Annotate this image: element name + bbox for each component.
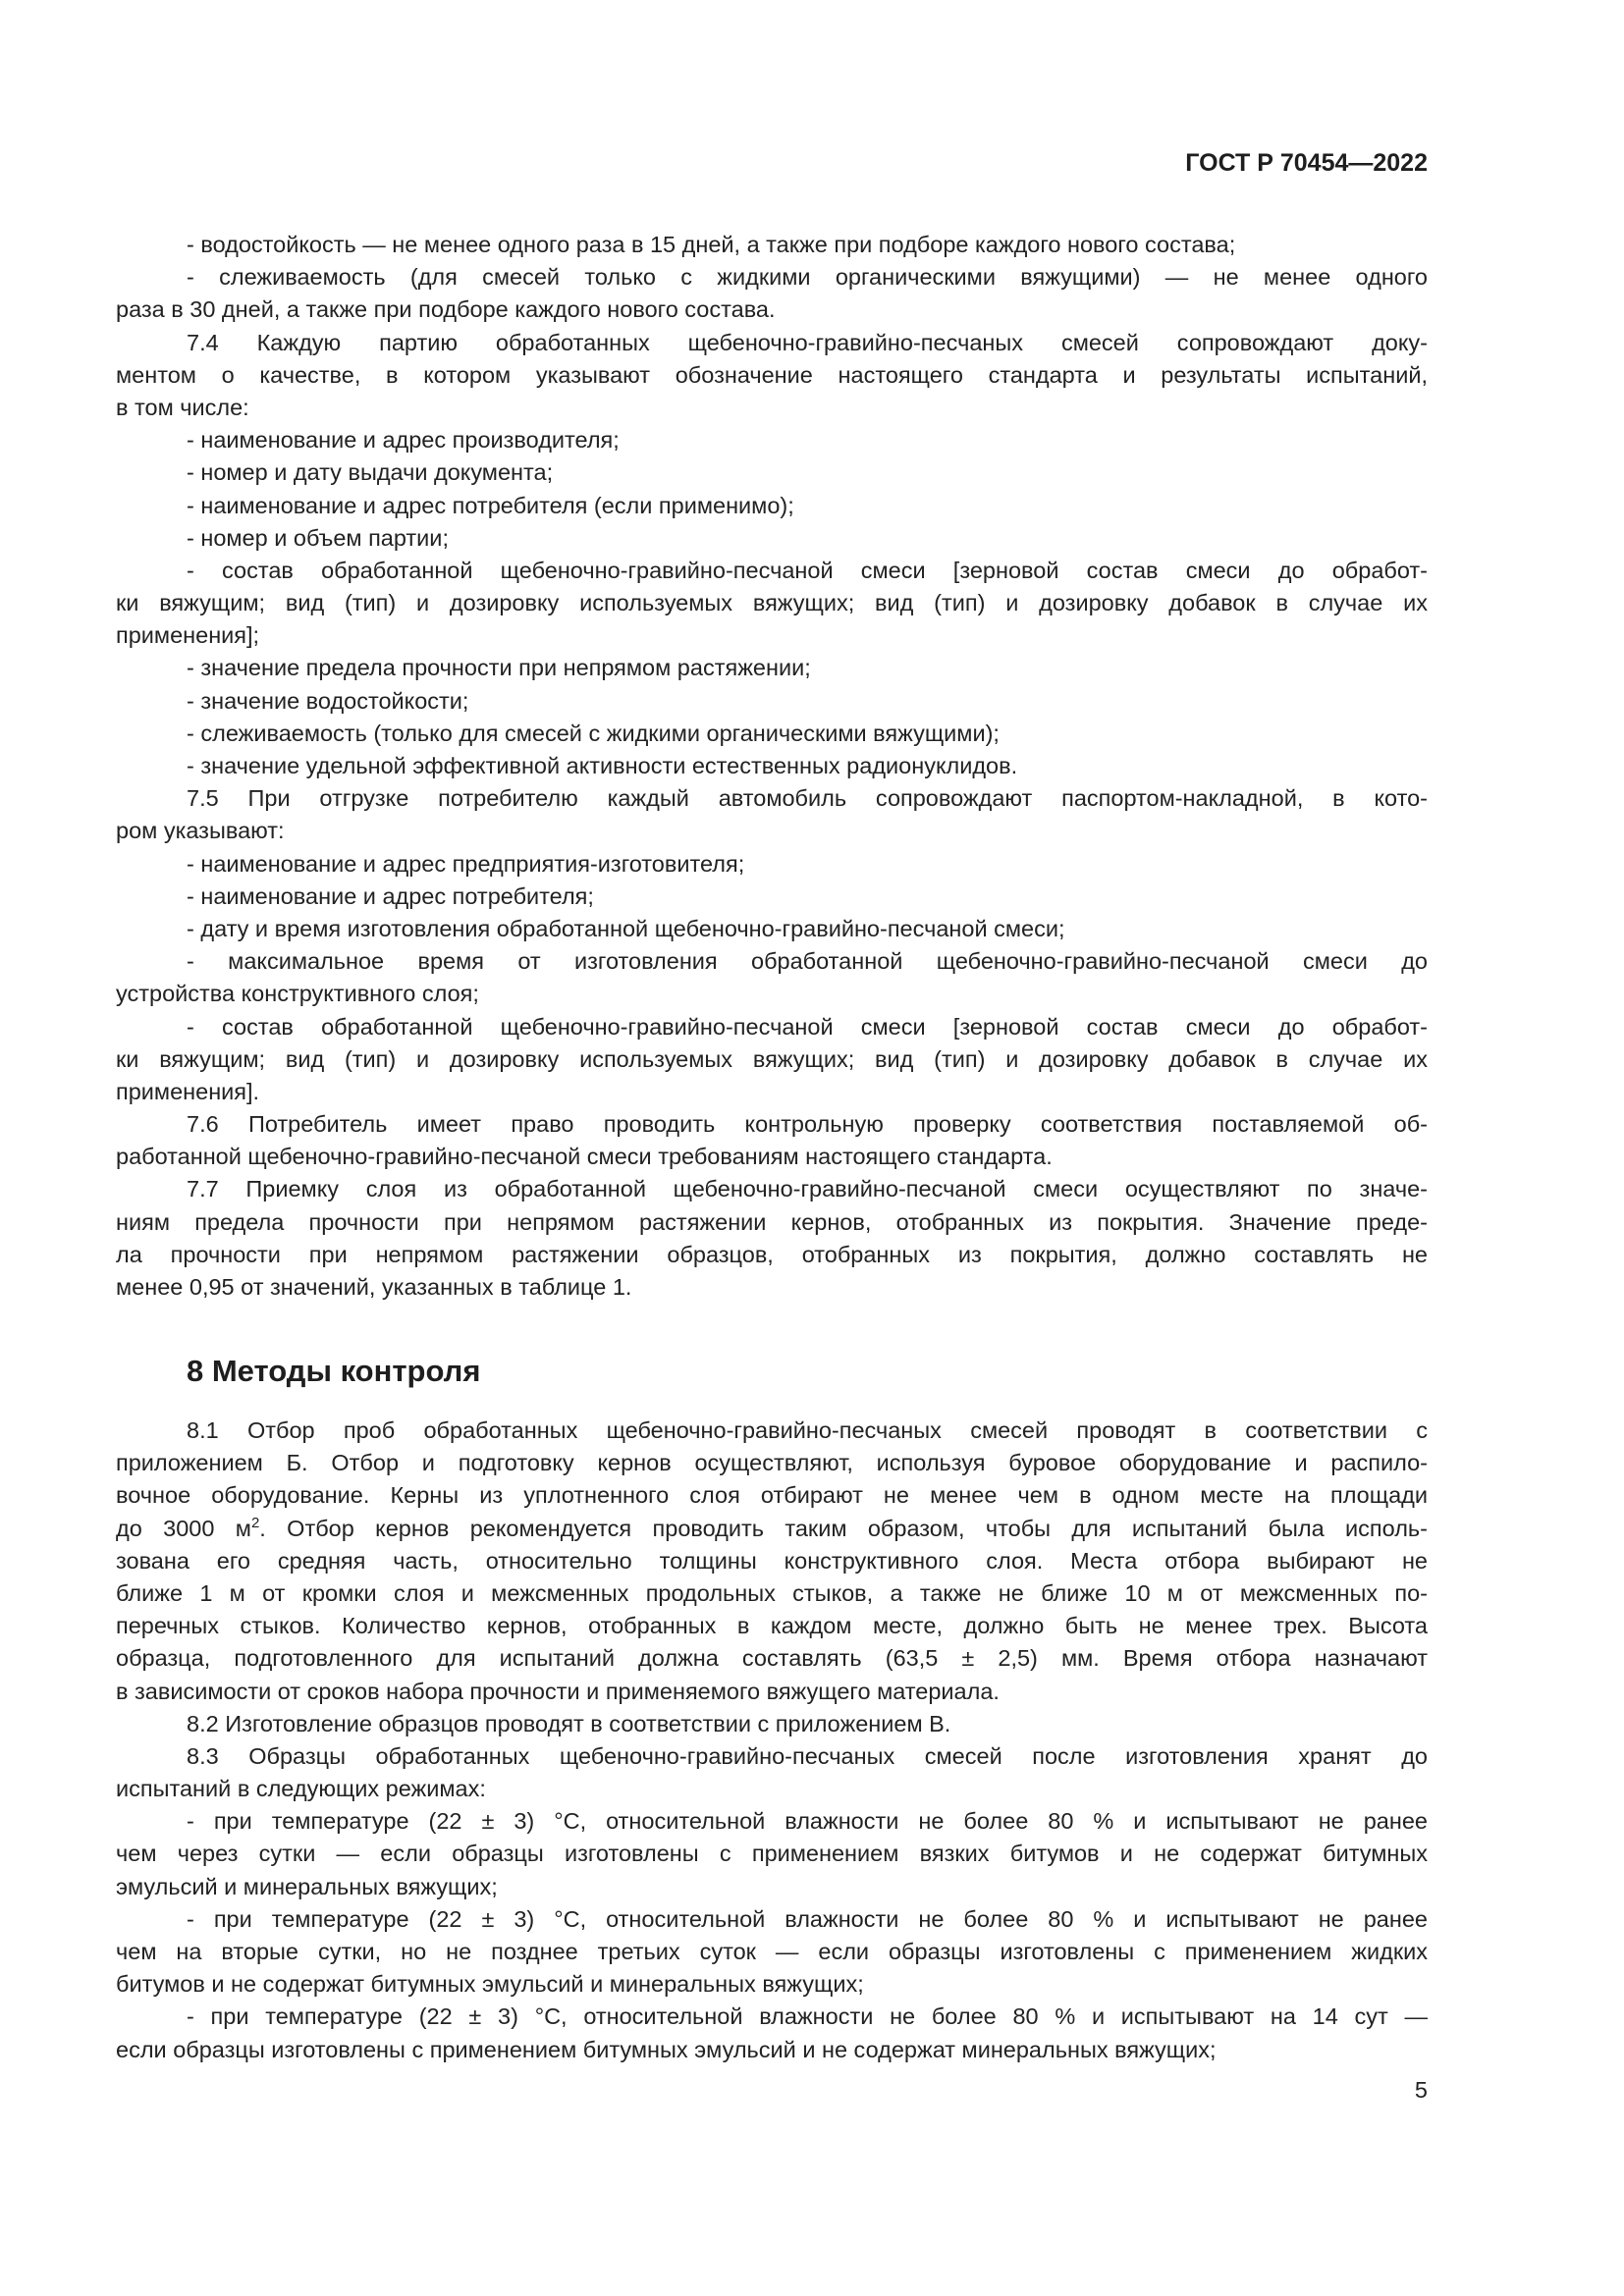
text-line: - слеживаемость (для смесей только с жидкими органическими вяжущими) — не менее одного: [187, 264, 1428, 291]
section-7-body: [116, 229, 1428, 1304]
text-line: - слеживаемость (только для смесей с жидкими органическими вяжущими);: [187, 720, 1000, 746]
text-line: - значение удельной эффективной активности естественных радионуклидов.: [187, 753, 1018, 778]
text-line: образца, подготовленного для испытаний должна составлять (63,5 ± 2,5) мм. Время отбора назначают: [116, 1645, 1428, 1672]
paragraph: [116, 945, 1428, 1010]
text-line: применения].: [116, 1078, 260, 1104]
text-line: - при температуре (22 ± 3) °С, относительной влажности не более 80 % и испытывают не ранее: [187, 1808, 1428, 1835]
paragraph: [116, 1011, 1428, 1109]
text-line: ки вяжущим; вид (тип) и дозировку используемых вяжущих; вид (тип) и дозировку добавок в случае их: [116, 1045, 1428, 1072]
text-line: раза в 30 дней, а также при подборе каждого нового состава.: [116, 296, 776, 323]
paragraph: [116, 424, 1428, 456]
text-line: приложением Б. Отбор и подготовку кернов осуществляют, используя буровое оборудование и распило-: [116, 1450, 1428, 1476]
text-line: перечных стыков. Количество кернов, отобранных в каждом месте, должно быть не менее трех. Высота: [116, 1613, 1428, 1639]
text-line: устройства конструктивного слоя;: [116, 981, 479, 1007]
text-line: 7.5 При отгрузке потребителю каждый автомобиль сопровождают паспортом-накладной, в кото-: [187, 785, 1428, 812]
text-segment: до 3000 м: [116, 1515, 251, 1541]
paragraph: [116, 718, 1428, 750]
text-line: 7.7 Приемку слоя из обработанной щебеночно-гравийно-песчаной смеси осуществляют по значе-: [187, 1176, 1428, 1202]
text-line: ниям предела прочности при непрямом растяжении кернов, отобранных из покрытия. Значение преде-: [116, 1208, 1428, 1235]
text-line: [116, 1513, 1428, 1545]
paragraph: [116, 2001, 1428, 2065]
text-line: зована его средняя часть, относительно толщины конструктивного слоя. Места отбора выбирают не: [116, 1547, 1428, 1574]
paragraph: [116, 1805, 1428, 1903]
text-segment: . Отбор кернов рекомендуется проводить таким образом, чтобы для испытаний была исполь-: [259, 1515, 1428, 1541]
text-line: в зависимости от сроков набора прочности и применяемого вяжущего материала.: [116, 1678, 1000, 1704]
paragraph: [116, 327, 1428, 425]
paragraph: [116, 1708, 1428, 1740]
section-8-heading: 8 Методы контроля: [187, 1354, 481, 1388]
section-8-body: [116, 1415, 1428, 2066]
text-line: 7.6 Потребитель имеет право проводить контрольную проверку соответствия поставляемой об-: [187, 1111, 1428, 1138]
paragraph: [116, 261, 1428, 326]
text-line: работанной щебеночно-гравийно-песчаной смеси требованиям настоящего стандарта.: [116, 1144, 1053, 1170]
paragraph: [116, 555, 1428, 653]
superscript: 2: [250, 1514, 260, 1531]
paragraph: [116, 229, 1428, 261]
paragraph: [116, 522, 1428, 555]
text-line: ближе 1 м от кромки слоя и межсменных продольных стыков, а также не ближе 10 м от межсменных по-: [116, 1579, 1428, 1606]
text-line: 8.3 Образцы обработанных щебеночно-гравийно-песчаных смесей после изготовления хранят до: [187, 1742, 1428, 1769]
text-line: вочное оборудование. Керны из уплотненного слоя отбирают не менее чем в одном месте на площади: [116, 1482, 1428, 1509]
text-line: эмульсий и минеральных вяжущих;: [116, 1873, 498, 1899]
paragraph: [116, 782, 1428, 847]
text-line: менее 0,95 от значений, указанных в таблице 1.: [116, 1274, 632, 1300]
text-line: - при температуре (22 ± 3) °С, относительной влажности не более 80 % и испытывают не ранее: [187, 1905, 1428, 1932]
paragraph: [116, 652, 1428, 684]
text-line: - при температуре (22 ± 3) °С, относительной влажности не более 80 % и испытывают на 14 сут —: [187, 2003, 1428, 2030]
text-line: - максимальное время от изготовления обработанной щебеночно-гравийно-песчаной смеси до: [187, 948, 1428, 975]
paragraph: [116, 1173, 1428, 1304]
text-line: 8.1 Отбор проб обработанных щебеночно-гравийно-песчаных смесей проводят в соответствии с: [187, 1417, 1428, 1443]
text-line: - дату и время изготовления обработанной щебеночно-гравийно-песчаной смеси;: [187, 915, 1065, 941]
text-line: чем через сутки — если образцы изготовлены с применением вязких битумов и не содержат битумных: [116, 1841, 1428, 1867]
text-line: ром указывают:: [116, 818, 285, 844]
text-line: чем на вторые сутки, но не позднее третьих суток — если образцы изготовлены с применением жидких: [116, 1939, 1428, 1964]
text-line: - наименование и адрес потребителя (если применимо);: [187, 492, 794, 518]
paragraph: [116, 881, 1428, 913]
text-line: 8.2 Изготовление образцов проводят в соответствии с приложением В.: [187, 1710, 951, 1736]
text-line: - значение предела прочности при непрямом растяжении;: [187, 655, 811, 681]
paragraph: [116, 1108, 1428, 1173]
text-line: - наименование и адрес предприятия-изготовителя;: [187, 850, 745, 877]
text-line: применения];: [116, 622, 260, 649]
text-line: если образцы изготовлены с применением битумных эмульсий и не содержат минеральных вяжущих;: [116, 2036, 1217, 2062]
page-number: 5: [1414, 2077, 1428, 2103]
paragraph: [116, 456, 1428, 489]
text-line: ки вяжущим; вид (тип) и дозировку используемых вяжущих; вид (тип) и дозировку добавок в случае их: [116, 590, 1428, 616]
paragraph: [116, 1740, 1428, 1805]
text-line: битумов и не содержат битумных эмульсий и минеральных вяжущих;: [116, 1971, 864, 1998]
paragraph: [116, 913, 1428, 945]
paragraph: [116, 1415, 1428, 1708]
document-code-header: ГОСТ Р 70454—2022: [1185, 149, 1428, 177]
text-line: ла прочности при непрямом растяжении образцов, отобранных из покрытия, должно составлять не: [116, 1241, 1428, 1267]
paragraph: [116, 848, 1428, 881]
text-line: ментом о качестве, в котором указывают обозначение настоящего стандарта и результаты испытаний,: [116, 361, 1428, 388]
text-line: - водостойкость — не менее одного раза в 15 дней, а также при подборе каждого нового состава;: [187, 232, 1236, 257]
paragraph: [116, 490, 1428, 522]
paragraph: [116, 750, 1428, 782]
text-line: - номер и объем партии;: [187, 524, 449, 551]
text-line: 7.4 Каждую партию обработанных щебеночно-гравийно-песчаных смесей сопровождают доку-: [187, 329, 1428, 355]
text-line: - состав обработанной щебеночно-гравийно-песчаной смеси [зерновой состав смеси до обработ-: [187, 557, 1428, 583]
text-line: испытаний в следующих режимах:: [116, 1776, 486, 1802]
text-line: - значение водостойкости;: [187, 687, 469, 714]
text-line: в том числе:: [116, 394, 249, 420]
text-line: - состав обработанной щебеночно-гравийно-песчаной смеси [зерновой состав смеси до обработ-: [187, 1013, 1428, 1040]
paragraph: [116, 685, 1428, 718]
text-line: - номер и дату выдачи документа;: [187, 459, 554, 486]
text-line: - наименование и адрес производителя;: [187, 427, 620, 454]
text-line: - наименование и адрес потребителя;: [187, 882, 594, 909]
paragraph: [116, 1903, 1428, 2002]
